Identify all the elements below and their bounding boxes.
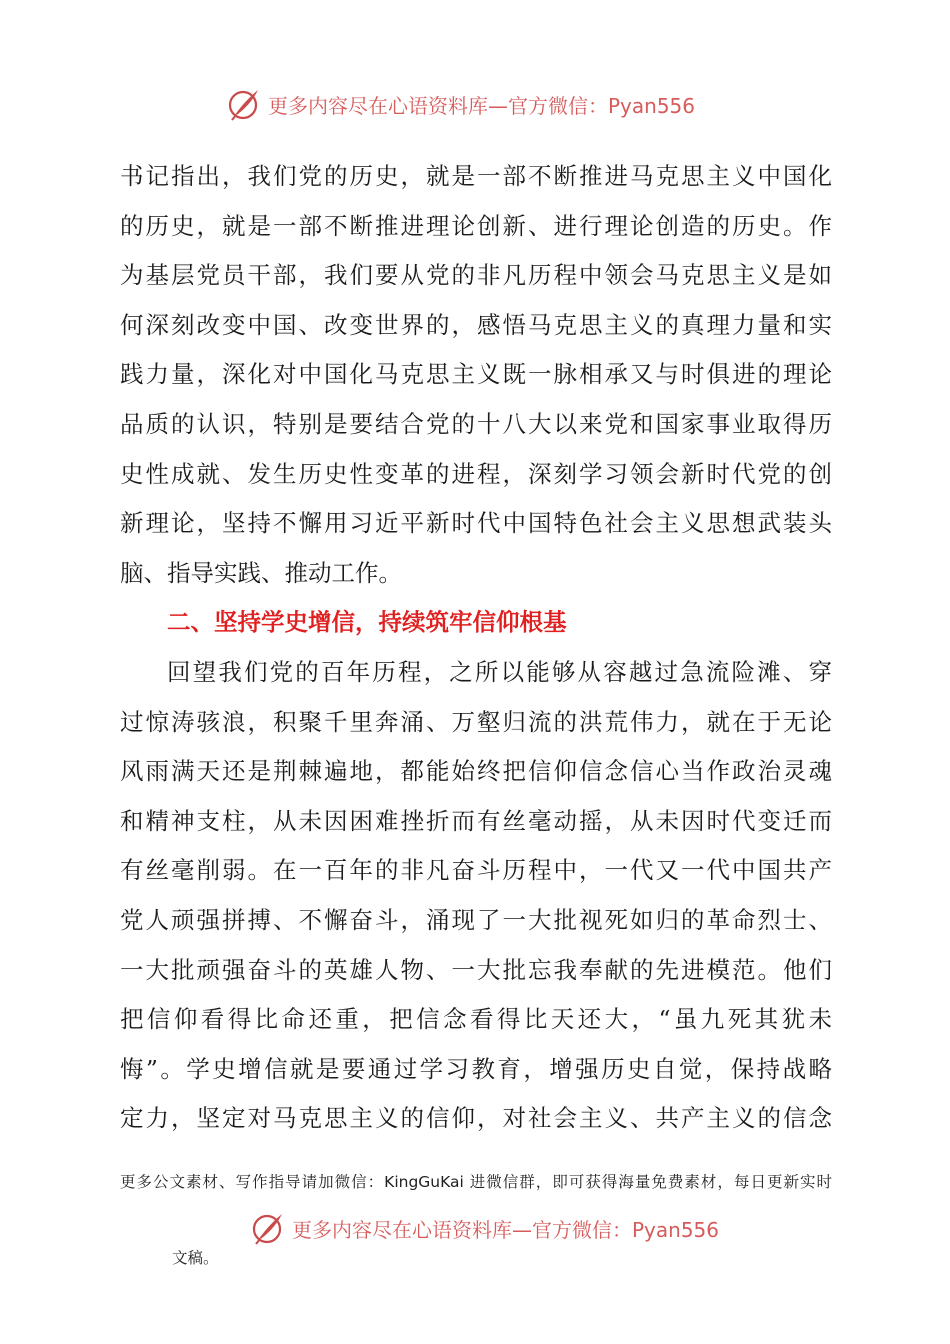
footer-banner <box>0 1208 950 1248</box>
paragraph2-line: 一大批顽强奋斗的英雄人物、一大批忘我奉献的先进模范。他们 <box>120 955 832 984</box>
paragraph1-line: 书记指出，我们党的历史，就是一部不断推进马克思主义中国化 <box>120 162 832 190</box>
paragraph2-line: 党人顽强拼搏、不懈奋斗，涌现了一大批视死如归的革命烈士、 <box>120 905 832 934</box>
paragraph1-line: 史性成就、发生历史性变革的进程，深刻学习领会新时代党的创 <box>120 459 832 488</box>
footer-note-line2: 文稿。 <box>172 1249 219 1267</box>
paragraph1-line: 践力量，深化对中国化马克思主义既一脉相承又与时俱进的理论 <box>120 360 832 389</box>
quill-pen-logo-icon <box>250 1210 286 1246</box>
header-banner <box>0 84 950 124</box>
footer-banner-text: 更多内容尽在心语资料库—官方微信：Pyan556 <box>292 1217 720 1242</box>
paragraph1-line: 的历史，就是一部不断推进理论创新、进行理论创造的历史。作 <box>120 211 832 240</box>
paragraph2-line: 定力，坚定对马克思主义的信仰，对社会主义、共产主义的信念 <box>120 1104 832 1133</box>
paragraph1-line: 新理论，坚持不懈用习近平新时代中国特色社会主义思想武装头 <box>120 509 832 538</box>
paragraph1-line: 品质的认识，特别是要结合党的十八大以来党和国家事业取得历 <box>120 409 832 438</box>
footer-banner-inner <box>250 1208 719 1248</box>
header-banner-inner <box>226 84 695 124</box>
paragraph2-line: 回望我们党的百年历程，之所以能够从容越过急流险滩、穿 <box>167 657 832 686</box>
document-body <box>120 152 832 1144</box>
paragraph1-line: 何深刻改变中国、改变世界的，感悟马克思主义的真理力量和实 <box>120 310 832 339</box>
paragraph1-line: 脑、指导实践、推动工作。 <box>120 558 402 587</box>
quill-pen-logo-icon <box>226 86 262 122</box>
paragraph2-line: 悔”。学史增信就是要通过学习教育，增强历史自觉，保持战略 <box>120 1054 832 1083</box>
paragraph2-line: 和精神支柱，从未因困难挫折而有丝毫动摇，从未因时代变迁而 <box>120 806 832 835</box>
paragraph2-line: 过惊涛骇浪，积聚千里奔涌、万壑归流的洪荒伟力，就在于无论 <box>120 707 832 736</box>
footer-note-line1: 更多公文素材、写作指导请加微信：KingGuKai 进微信群，即可获得海量免费素材，每日更新实时 <box>120 1173 832 1191</box>
paragraph2-line: 把信仰看得比命还重，把信念看得比天还大，“虽九死其犹未 <box>120 1005 832 1034</box>
paragraph2-line: 有丝毫削弱。在一百年的非凡奋斗历程中，一代又一代中国共产 <box>120 856 832 885</box>
paragraph2-line: 风雨满天还是荆棘遍地，都能始终把信仰信念信心当作政治灵魂 <box>120 757 832 786</box>
section-heading: 二、坚持学史增信，持续筑牢信仰根基 <box>167 608 567 637</box>
header-banner-text: 更多内容尽在心语资料库—官方微信：Pyan556 <box>268 93 696 118</box>
paragraph1-line: 为基层党员干部，我们要从党的非凡历程中领会马克思主义是如 <box>120 261 832 290</box>
